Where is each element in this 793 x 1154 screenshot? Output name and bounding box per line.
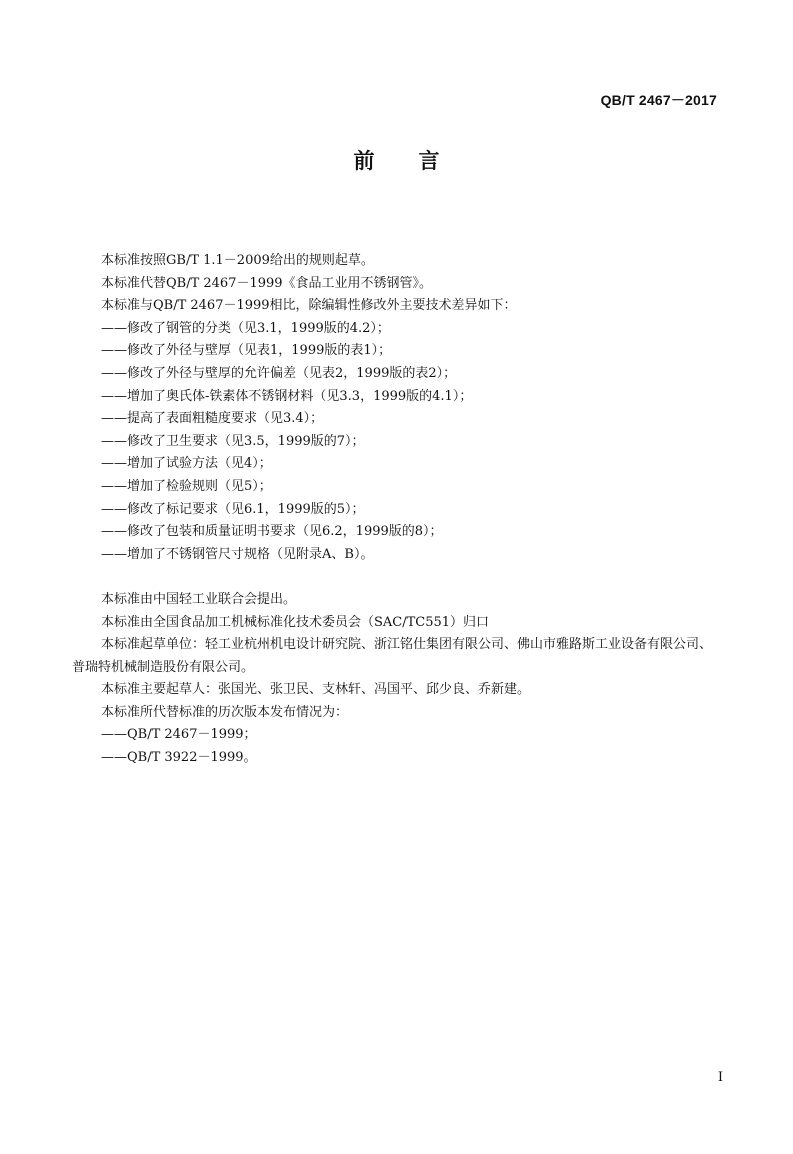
change-item: ——修改了外径与壁厚的允许偏差（见表2，1999版的表2）；: [101, 365, 457, 381]
change-item: ——增加了试验方法（见4）；: [101, 456, 272, 472]
paragraph-spacer: [72, 566, 722, 589]
page-title: 前言: [353, 149, 484, 173]
change-item: ——修改了包装和质量证明书要求（见6.2，1999版的8）；: [101, 524, 443, 540]
managed-by: 本标准由全国食品加工机械标准化技术委员会（SAC/TC551）归口: [101, 614, 490, 630]
history-item: ——QB/T 2467－1999；: [101, 727, 257, 743]
change-item: ——修改了钢管的分类（见3.1，1999版的4.2）；: [101, 320, 390, 336]
document-body: [72, 250, 722, 770]
change-item: ——修改了卫生要求（见3.5，1999版的7）；: [101, 433, 365, 449]
standard-number: QB/T 2467－2017: [600, 92, 717, 108]
intro-paragraph: 本标准代替QB/T 2467－1999《食品工业用不锈钢管》。: [101, 275, 433, 291]
change-item: ——增加了检验规则（见5）；: [101, 478, 272, 494]
change-item: ——增加了奥氏体-铁素体不锈钢材料（见3.3，1999版的4.1）；: [101, 388, 473, 404]
drafting-units: 本标准起草单位：轻工业杭州机电设计研究院、浙江铭仕集团有限公司、佛山市雅路斯工业设备有限公司、普瑞特机械制造股份有限公司。: [72, 637, 713, 675]
changes-list: [72, 318, 722, 567]
change-item: ——提高了表面粗糙度要求（见3.4）；: [101, 411, 324, 427]
change-item: ——增加了不锈钢管尺寸规格（见附录A、B）。: [101, 546, 374, 562]
intro-paragraph: 本标准按照GB/T 1.1－2009给出的规则起草。: [101, 253, 374, 268]
change-item: ——修改了标记要求（见6.1，1999版的5）；: [101, 501, 365, 517]
intro-paragraph: 本标准与QB/T 2467－1999相比，除编辑性修改外主要技术差异如下：: [101, 298, 517, 314]
page-number: I: [717, 1070, 723, 1085]
history-intro: 本标准所代替标准的历次版本发布情况为：: [101, 704, 349, 720]
change-item: ——修改了外径与壁厚（见表1，1999版的表1）；: [101, 343, 392, 359]
proposed-by: 本标准由中国轻工业联合会提出。: [101, 591, 297, 607]
drafters: 本标准主要起草人：张国光、张卫民、支林轩、冯国平、邱少良、乔新建。: [101, 682, 531, 698]
history-item: ——QB/T 3922－1999。: [101, 750, 257, 766]
